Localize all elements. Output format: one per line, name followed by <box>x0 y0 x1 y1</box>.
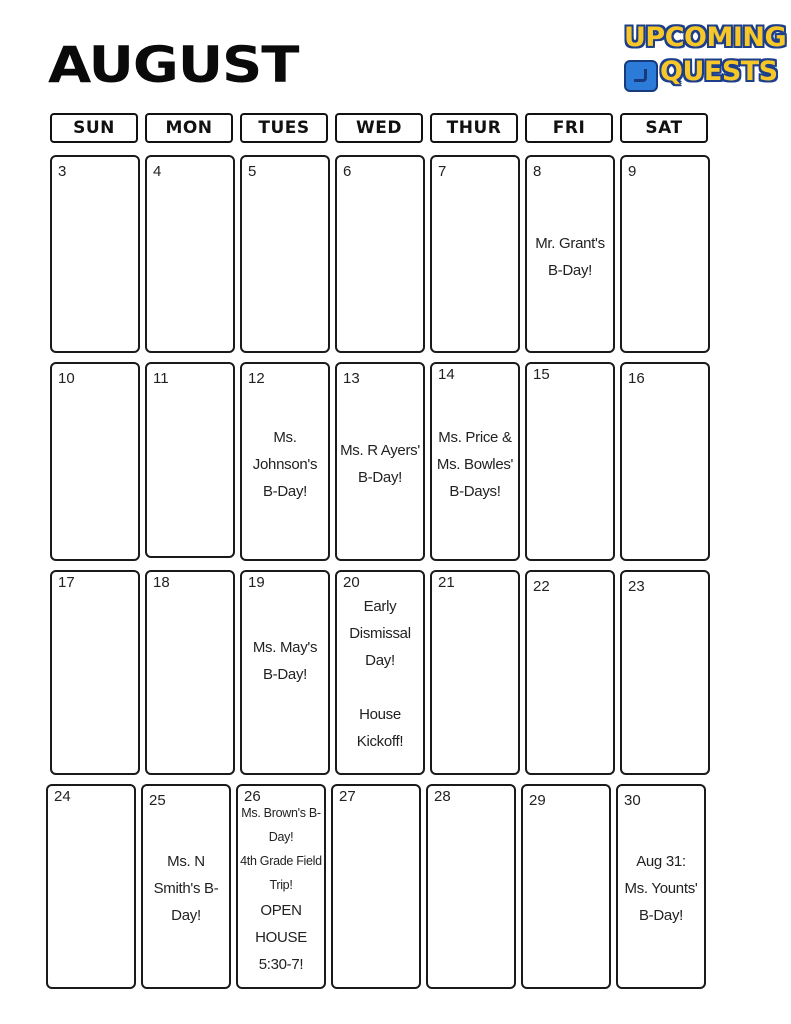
day-number: 4 <box>153 163 162 180</box>
day-cell-30 <box>616 784 706 989</box>
day-cell-5 <box>240 155 330 353</box>
day-number: 3 <box>58 163 67 180</box>
day-cell-10 <box>50 362 140 561</box>
day-cell-28 <box>426 784 516 989</box>
day-number: 11 <box>153 370 169 387</box>
logo-text-upcoming: UPCOMING <box>624 22 787 53</box>
day-number: 30 <box>624 792 641 809</box>
day-cell-12 <box>240 362 330 561</box>
chat-bubble-icon <box>624 60 658 92</box>
day-number: 19 <box>248 574 265 591</box>
weekday-sun: SUN <box>50 113 138 143</box>
day-cell-22 <box>525 570 615 775</box>
event-note: Ms. R Ayers' B-Day! <box>340 442 420 486</box>
event-note: Early Dismissal Day! House Kickoff! <box>349 598 411 750</box>
day-cell-6 <box>335 155 425 353</box>
upcoming-quests-logo <box>616 14 787 104</box>
event-note: Aug 31: Ms. Younts' B-Day! <box>624 853 698 924</box>
day-cell-11 <box>145 362 235 558</box>
day-cell-9 <box>620 155 710 353</box>
event-note: Ms. N Smith's B- Day! <box>153 853 219 924</box>
day-number: 17 <box>58 574 75 591</box>
weekday-sat: SAT <box>620 113 708 143</box>
day-number: 29 <box>529 792 546 809</box>
day-number: 27 <box>339 788 356 805</box>
day-cell-23 <box>620 570 710 775</box>
month-title: AUGUST <box>48 36 299 94</box>
day-cell-25 <box>141 784 231 989</box>
day-cell-14 <box>430 362 520 561</box>
weekday-wed: WED <box>335 113 423 143</box>
day-cell-17 <box>50 570 140 775</box>
day-number: 10 <box>58 370 75 387</box>
day-number: 24 <box>54 788 71 805</box>
weekday-thur: THUR <box>430 113 518 143</box>
day-number: 25 <box>149 792 166 809</box>
event-note: Ms. Price & Ms. Bowles' B-Days! <box>436 429 514 500</box>
day-number: 21 <box>438 574 455 591</box>
day-number: 18 <box>153 574 170 591</box>
day-cell-8 <box>525 155 615 353</box>
day-number: 6 <box>343 163 352 180</box>
logo-text-quests: QUESTS <box>660 56 778 87</box>
day-number: 23 <box>628 578 645 595</box>
day-number: 26 <box>244 788 261 805</box>
event-note: Ms. May's B-Day! <box>252 639 318 683</box>
day-cell-29 <box>521 784 611 989</box>
day-cell-26 <box>236 784 326 989</box>
day-cell-19 <box>240 570 330 775</box>
day-number: 16 <box>628 370 645 387</box>
day-number: 14 <box>438 366 455 383</box>
day-number: 5 <box>248 163 257 180</box>
day-cell-18 <box>145 570 235 775</box>
day-number: 7 <box>438 163 447 180</box>
day-cell-7 <box>430 155 520 353</box>
day-cell-13 <box>335 362 425 561</box>
day-cell-4 <box>145 155 235 353</box>
day-number: 9 <box>628 163 637 180</box>
day-cell-16 <box>620 362 710 561</box>
day-number: 13 <box>343 370 360 387</box>
day-cell-20 <box>335 570 425 775</box>
weekday-mon: MON <box>145 113 233 143</box>
day-number: 22 <box>533 578 550 595</box>
day-cell-3 <box>50 155 140 353</box>
day-number: 8 <box>533 163 542 180</box>
event-note: Ms. Brown's B- Day! 4th Grade Field Trip! OPEN HOUSE 5:30-7! <box>240 806 322 973</box>
event-note: Ms. Johnson's B-Day! <box>252 429 318 500</box>
day-cell-21 <box>430 570 520 775</box>
weekday-fri: FRI <box>525 113 613 143</box>
day-cell-15 <box>525 362 615 561</box>
day-cell-27 <box>331 784 421 989</box>
weekday-tues: TUES <box>240 113 328 143</box>
day-cell-24 <box>46 784 136 989</box>
day-number: 15 <box>533 366 550 383</box>
day-number: 20 <box>343 574 360 591</box>
day-number: 28 <box>434 788 451 805</box>
event-note: Mr. Grant's B-Day! <box>535 235 605 279</box>
day-number: 12 <box>248 370 265 387</box>
